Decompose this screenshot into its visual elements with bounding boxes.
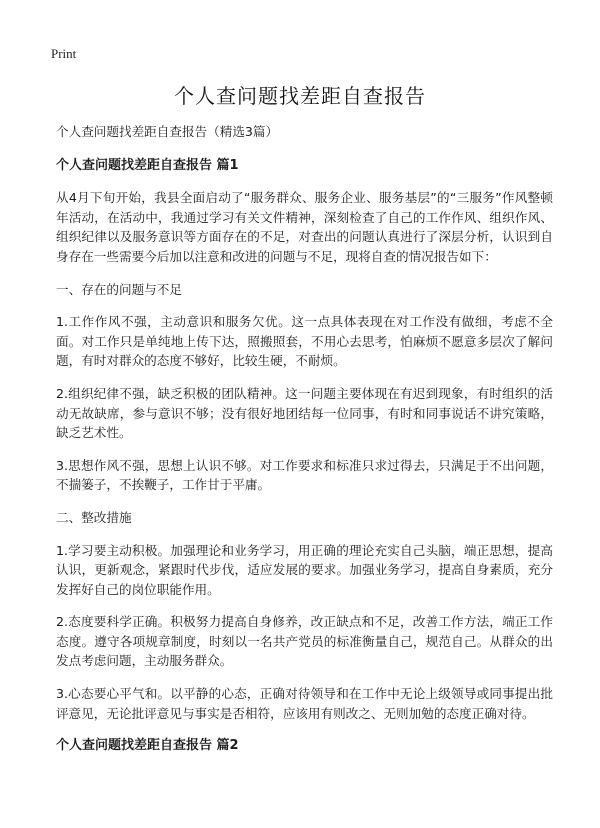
problem-item: 3.思想作风不强，思想上认识不够。对工作要求和标准只求过得去，只满足于不出问题，不揣篓子，不挨鞭子，工作甘于平庸。 <box>56 457 553 493</box>
intro-paragraph: 从4月下旬开始，我县全面启动了“服务群众、服务企业、服务基层”的“三服务”作风整顿年活动，在活动中，我通过学习有关文件精神，深刻检查了自己的工作作风、组织作风、组织纪律以及服务意识等方面存在的不足，对查出的问题认真进行了深层分析，认识到自身存在一些需要今后加以注意和改进的问题与不足，现将自查的情况报告如下： <box>56 190 553 264</box>
measure-item: 1.学习要主动积极。加强理论和业务学习，用正确的理论充实自己头脑，端正思想，提高认识，更新观念，紧跟时代步伐，适应发展的要求。加强业务学习，提高自身素质，充分发挥好自己的岗位职能作用。 <box>56 542 553 597</box>
section-measures-heading: 二、整改措施 <box>56 509 132 525</box>
print-link[interactable]: Print <box>51 46 77 61</box>
problem-item: 2.组织纪律不强，缺乏积极的团队精神。这一问题主要体现在有迟到现象，有时组织的活动无故缺席，参与意识不够；没有很好地团结每一位同事，有时和同事说话不讲究策略，缺乏艺术性。 <box>56 385 553 441</box>
document-body <box>56 122 553 769</box>
problem-item: 1.工作作风不强，主动意识和服务欠优。这一点具体表现在对工作没有做细，考虑不全面。对工作只是单纯地上传下达，照搬照套，不用心去思考，怕麻烦不愿意多层次了解问题，有时对群众的态度不够好，比较生硬，不耐烦。 <box>56 314 553 369</box>
measure-item: 2.态度要科学正确。积极努力提高自身修养，改正缺点和不足，改善工作方法，端正工作态度。遵守各项规章制度，时刻以一名共产党员的标准衡量自己，规范自己。从群众的出发点考虑问题，主动服务群众。 <box>56 614 553 669</box>
document-subtitle: 个人查问题找差距自查报告（精选3篇） <box>56 124 279 139</box>
article-2-heading: 个人查问题找差距自查报告 篇2 <box>56 738 239 754</box>
section-problems-heading: 一、存在的问题与不足 <box>56 281 182 297</box>
article-1-heading: 个人查问题找差距自查报告 篇1 <box>56 157 239 173</box>
measure-item: 3.心态要心平气和。以平静的心态，正确对待领导和在工作中无论上级领导或同事提出批评意见，无论批评意见与事实是否相符，应该用有则改之、无则加勉的态度正确对待。 <box>56 686 553 721</box>
page-title: 个人查问题找差距自查报告 <box>174 84 426 108</box>
